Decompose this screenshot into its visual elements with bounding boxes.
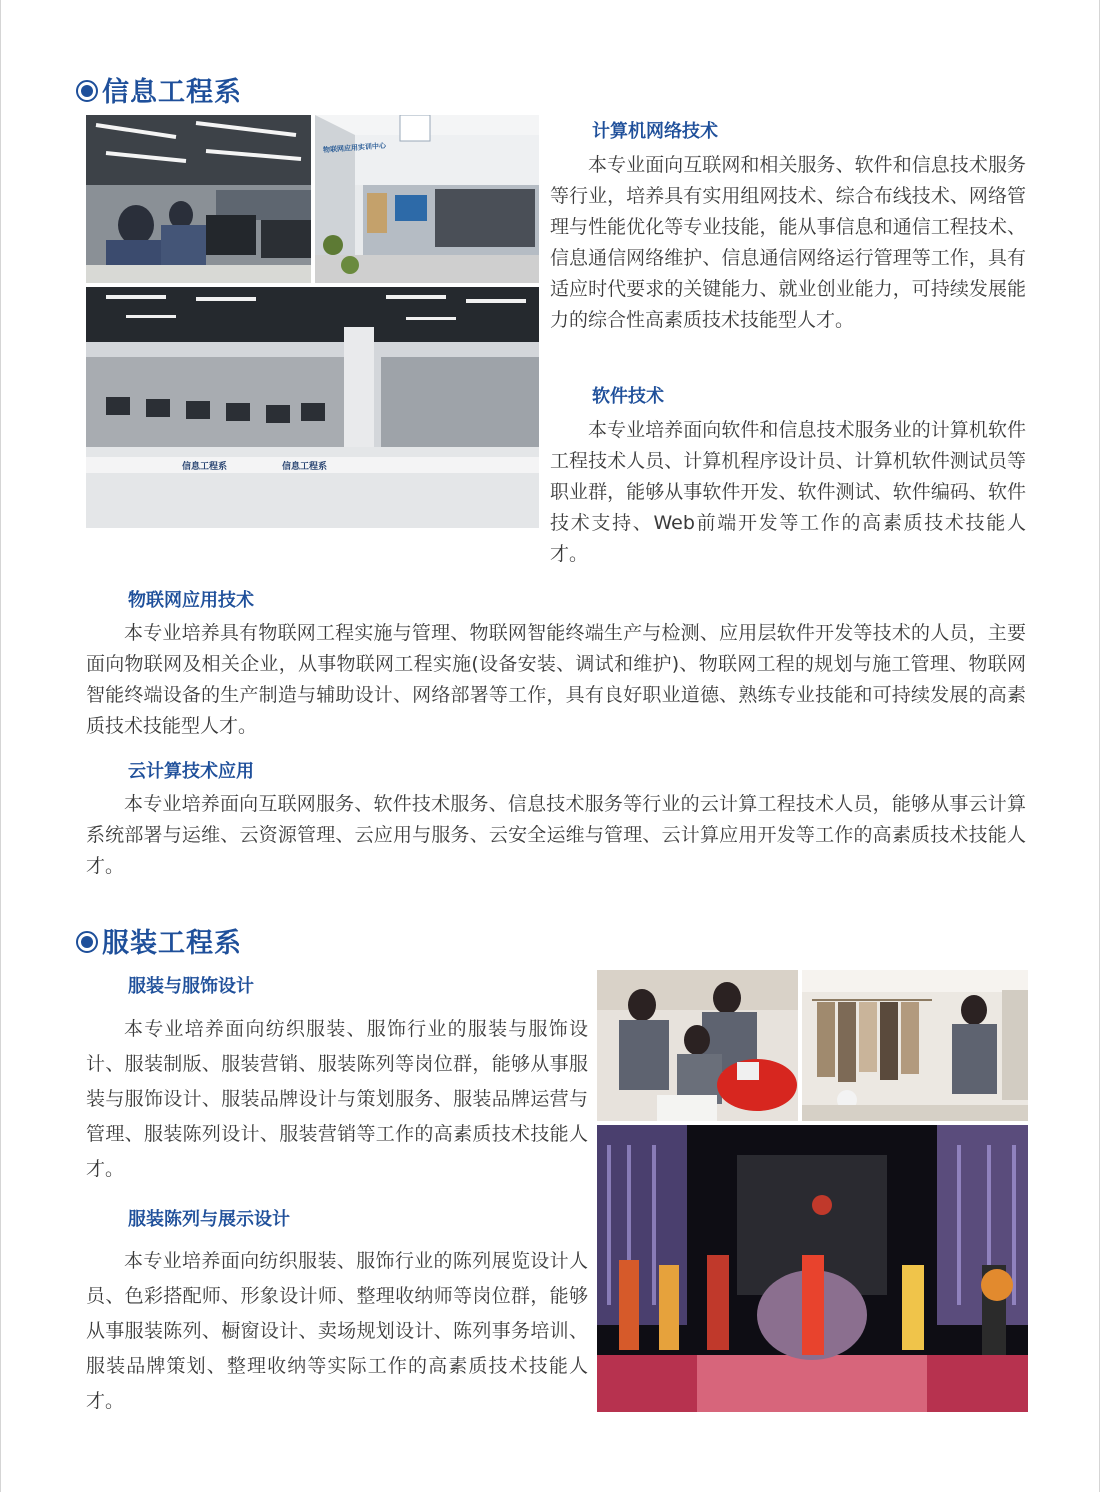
target-bullet-icon (76, 80, 98, 102)
photo-glass-sign-1: 信息工程系 (182, 462, 228, 472)
major-desc-software (550, 415, 1026, 570)
training-center-illustration (315, 115, 539, 283)
software-desc-text: 本专业培养面向软件和信息技术服务业的计算机软件工程技术人员、计算机程序设计员、计算机软件测试员等职业群，能够从事软件开发、软件测试、软件编码、软件技术支持、Web前端开发等工作的高素质技术技能人才。 (550, 419, 1026, 565)
major-title-display-design: 服装陈列与展示设计 (128, 1209, 290, 1230)
major-title-cloud: 云计算技术应用 (128, 761, 254, 782)
major-desc-cloud: 本专业培养面向互联网服务、软件技术服务、信息技术服务等行业的云计算工程技术人员，能够从事云计算系统部署与运维、云资源管理、云应用与服务、云安全运维与管理、云计算应用开发等工作的高素质技术技能人才。 (86, 793, 1026, 877)
major-desc-iot: 本专业培养具有物联网工程实施与管理、物联网智能终端生产与检测、应用层软件开发等技术的人员，主要面向物联网及相关企业，从事物联网工程实施(设备安装、调试和维护)、物联网工程的规划与施工管理、物联网智能终端设备的生产制造与辅助设计、网络部署等工作，具有良好职业道德、熟练专业技能和可持续发展的高素质技术技能型人才。 (86, 622, 1026, 737)
fashion-students-illustration (597, 970, 798, 1121)
photo-computer-lab (86, 287, 539, 528)
classroom-illustration (86, 115, 311, 283)
section-title-text: 信息工程系 (102, 77, 242, 108)
section-title-text: 服装工程系 (102, 928, 242, 959)
photo-fashion-show (597, 1125, 1028, 1412)
lab-illustration (86, 287, 539, 528)
fashion-show-illustration (597, 1125, 1028, 1412)
photo-training-center (315, 115, 539, 283)
photo-clothing-display (802, 970, 1028, 1121)
major-desc-display-design: 本专业培养面向纺织服装、服饰行业的陈列展览设计人员、色彩搭配师、形象设计师、整理收纳师等岗位群，能够从事服装陈列、橱窗设计、卖场规划设计、陈列事务培训、服装品牌策划、整理收纳等实际工作的高素质技术技能人才。 (86, 1250, 588, 1412)
major-title-iot: 物联网应用技术 (128, 590, 254, 611)
section-title-fashion-dept (76, 921, 242, 960)
photo-fashion-students (597, 970, 798, 1121)
major-desc-fashion-design: 本专业培养面向纺织服装、服饰行业的服装与服饰设计、服装制版、服装营销、服装陈列等岗位群，能够从事服装与服饰设计、服装品牌设计与策划服务、服装品牌运营与管理、服装陈列设计、服装营销等工作的高素质技术技能人才。 (86, 1018, 588, 1180)
target-bullet-icon (76, 931, 98, 953)
section-title-info-dept (76, 70, 242, 109)
major-desc-network: 本专业面向互联网和相关服务、软件和信息技术服务等行业，培养具有实用组网技术、综合布线技术、网络管理与性能优化等专业技能，能从事信息和通信工程技术、信息通信网络维护、信息通信网络运行管理等工作，具有适应时代要求的关键能力、就业创业能力，可持续发展能力的综合性高素质技术技能型人才。 (550, 154, 1026, 331)
photo-glass-sign-2: 信息工程系 (282, 462, 328, 472)
major-title-network: 计算机网络技术 (592, 121, 718, 142)
major-title-software: 软件技术 (592, 386, 664, 407)
page-border-left (0, 0, 1, 1492)
clothing-display-illustration (802, 970, 1028, 1121)
major-title-fashion-design: 服装与服饰设计 (128, 976, 254, 997)
photo-computer-classroom (86, 115, 311, 283)
photo-wall-sign: 物联网应用实训中心 (322, 141, 387, 155)
